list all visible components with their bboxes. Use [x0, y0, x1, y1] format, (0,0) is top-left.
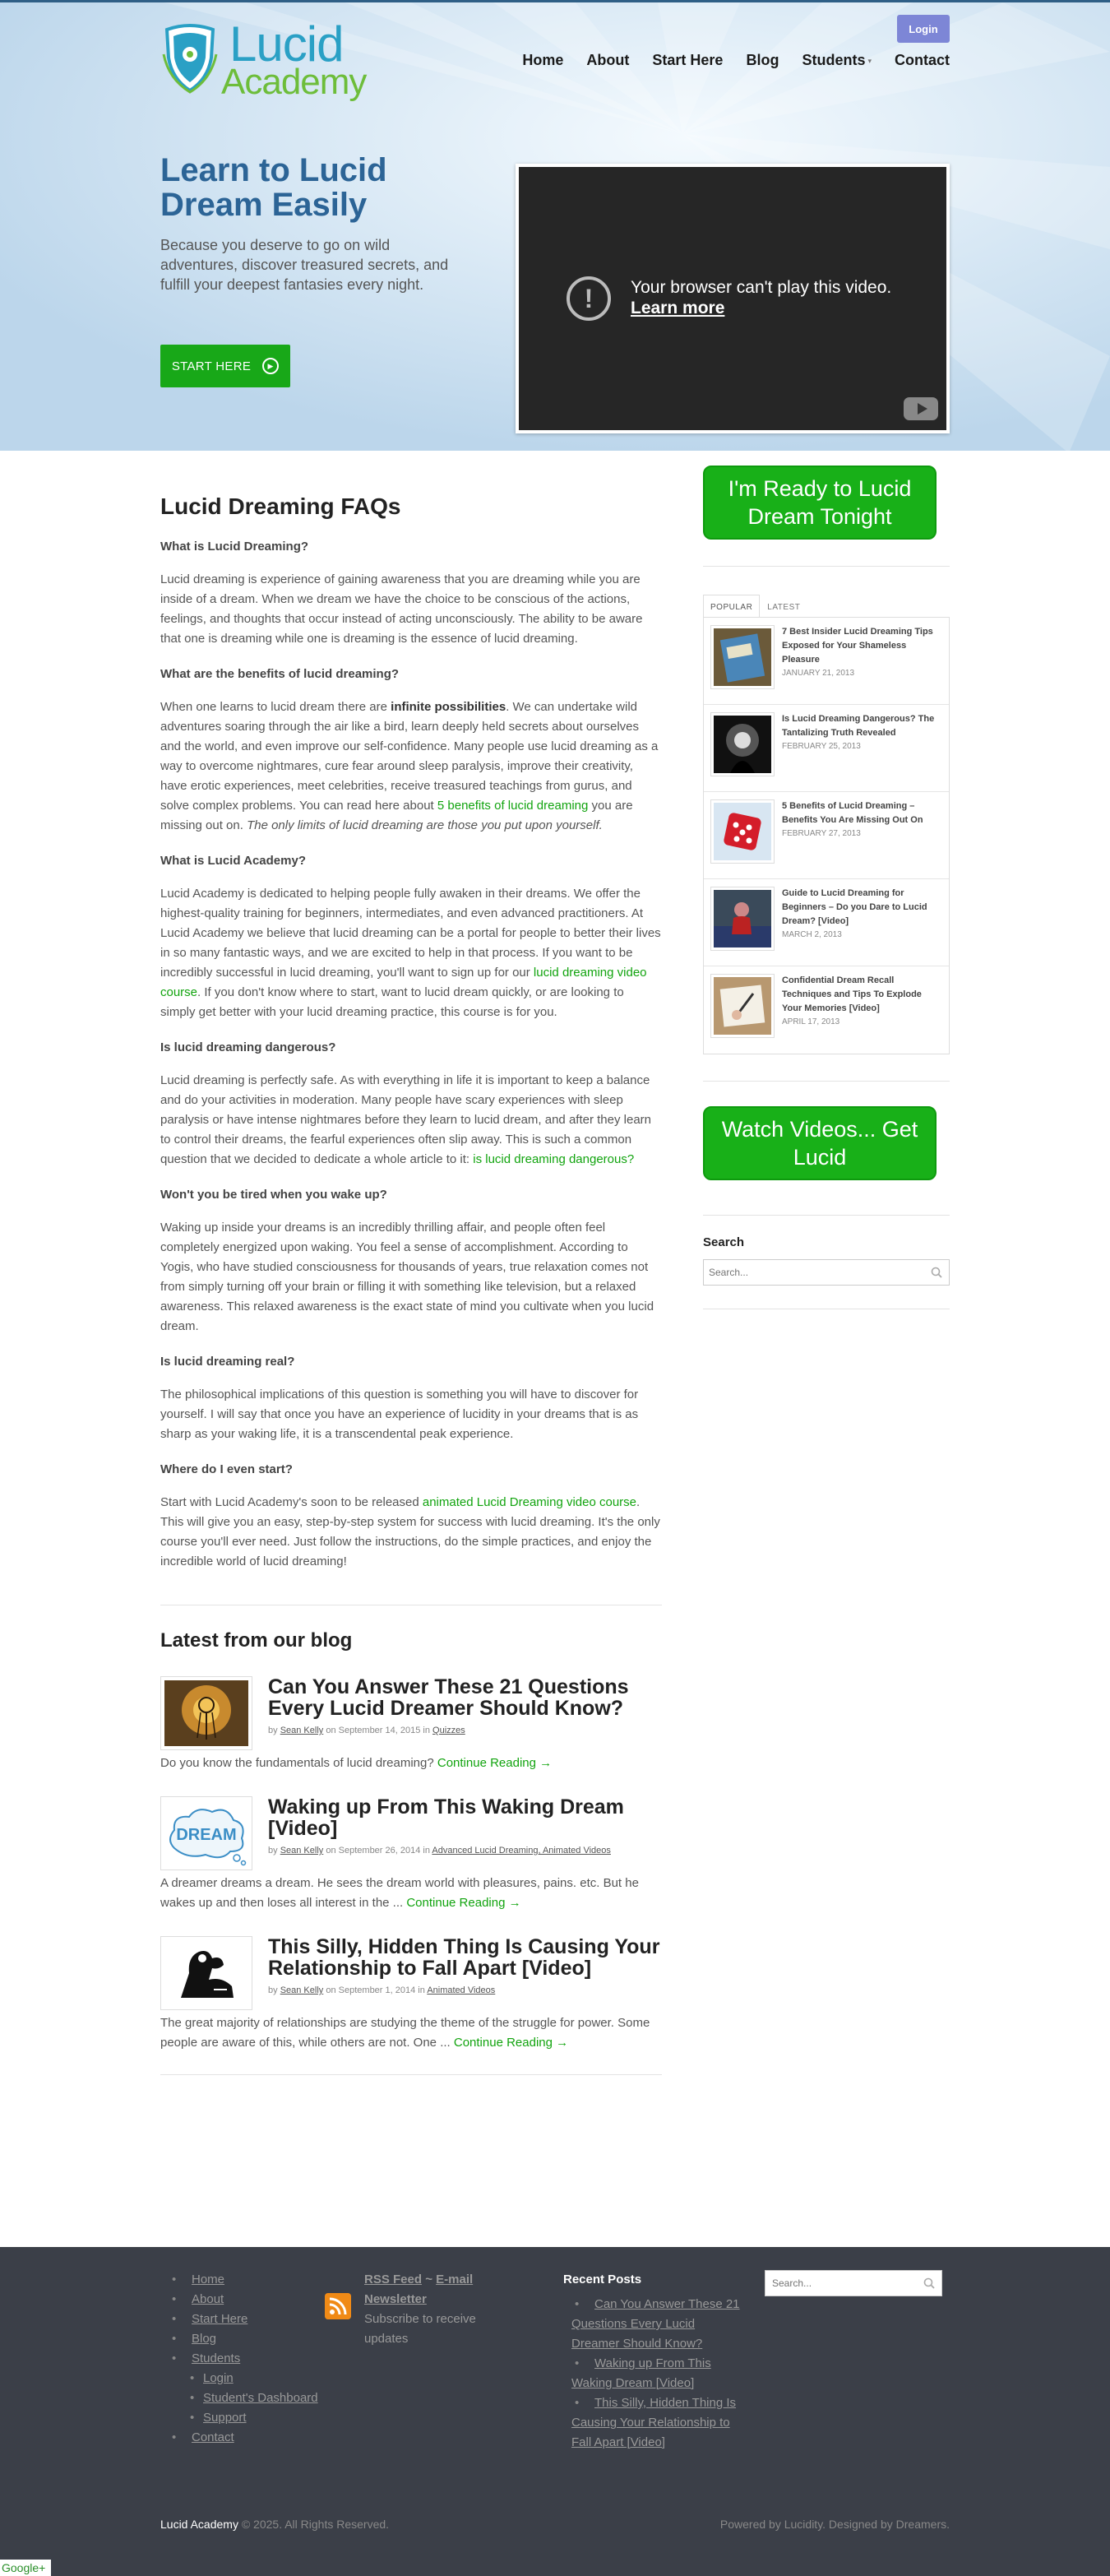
link-separator: ~ [422, 2273, 437, 2286]
footer-link-home[interactable]: Home [192, 2273, 225, 2286]
footer-menu-item [160, 2290, 318, 2310]
warning-icon: ! [567, 276, 611, 321]
post-excerpt [160, 1874, 662, 1913]
recent-posts-heading: Recent Posts [563, 2273, 642, 2286]
recent-post-link[interactable]: Can You Answer These 21 Questions Every Lucid Dreamer Should Know? [571, 2297, 740, 2351]
post-excerpt-text: A dreamer dreams a dream. He sees the dream world with pleasures, pains. etc. But he wakes up and then loses all interest in the ... [160, 1876, 639, 1910]
faq-answer-text: . We can undertake wild adventures soaring through the air like a bird, learn deeply held secrets about ourselves and the world, and even improve our self-confidence. Many people use lucid dreaming as a way to overcome nightmares, cure fear around sleep paralysis, improve their creativity, have erotic experiences, meet celebrities, receive treasured teachings from gurus, and solve complex problems. You can read here about [160, 700, 659, 813]
footer-menu-item [160, 2349, 318, 2369]
post-date: September 1, 2014 [338, 1985, 416, 1995]
play-circle-icon: ▶ [262, 358, 279, 374]
search-heading: Search [703, 1235, 745, 1249]
logo-text-academy: Academy [221, 62, 367, 102]
nav-students-label: Students [802, 52, 866, 68]
faq-answer-text: . If you don't know where to start, want to lucid dream quickly, or are looking to simply get better with your lucid dreaming practice, this course is for you. [160, 985, 624, 1019]
meta-in: in [418, 1985, 425, 1995]
post-thumbnail[interactable] [160, 1936, 252, 2010]
footer-menu-item [160, 2270, 318, 2290]
faq-question: What is Lucid Academy? [160, 854, 306, 868]
post-author-link[interactable]: Sean Kelly [280, 1985, 324, 1995]
footer-link-contact[interactable]: Contact [192, 2430, 234, 2444]
sidebar-search [703, 1259, 950, 1286]
footer-link-blog[interactable]: Blog [192, 2332, 217, 2346]
footer-inner [160, 2247, 950, 2576]
recent-post-item [563, 2354, 742, 2393]
meta-in: in [423, 1846, 430, 1856]
faq-answer: Waking up inside your dreams is an incredibly thrilling affair, and people often feel completely energized upon waking. You feel a sense of accomplishment. According to Yogis, who have studied consciousness for thousands of years, true relaxation comes not from simply turning off your brain or filling it with something like television, but a relaxed awareness. This relaxed awareness is the exact state of mind you cultivate when you lucid dream. [160, 1221, 654, 1333]
sleeping-woman-image [714, 890, 771, 947]
meta-on: on [326, 1846, 336, 1856]
post-title[interactable]: Can You Answer These 21 Questions Every Lucid Dreamer Should Know? [268, 1675, 629, 1720]
footer-menu-item [160, 2428, 318, 2448]
site-footer [0, 2247, 1110, 2576]
popular-post-title: 5 Benefits of Lucid Dreaming – Benefits You Are Missing Out On [782, 801, 923, 825]
divider [703, 1215, 950, 1216]
divider [703, 1081, 950, 1082]
dreamcatcher-image [164, 1680, 248, 1746]
hero-inner [160, 2, 950, 451]
popular-post-date: JANUARY 21, 2013 [782, 669, 855, 678]
blog-post [160, 1676, 662, 1773]
hero-section [0, 0, 1110, 451]
blog-post [160, 1796, 662, 1913]
popular-post-date: FEBRUARY 25, 2013 [782, 742, 861, 751]
faq-answer: Lucid dreaming is experience of gaining awareness that you are dreaming while you are inside of a dream. When we dream we have the choice to be conscious of the actions, feelings, and thoughts that occur instead of acting unconsciously. The ability to be aware that one is dreaming while one is dreaming is the essence of lucid dreaming. [160, 572, 643, 646]
popular-post-item[interactable] [704, 705, 949, 792]
logo-text-lucid: Lucid [229, 16, 344, 72]
footer-menu-subitem [160, 2388, 318, 2408]
post-category-link[interactable]: Advanced Lucid Dreaming, Animated Videos [432, 1846, 611, 1856]
login-button[interactable]: Login [897, 15, 950, 43]
post-title[interactable]: This Silly, Hidden Thing Is Causing Your Relationship to Fall Apart [Video] [268, 1935, 660, 1980]
popular-post-thumbnail [710, 887, 775, 951]
tab-popular[interactable]: POPULAR [703, 595, 760, 617]
watch-videos-button[interactable]: Watch Videos... Get Lucid [703, 1106, 937, 1180]
faq-answer-text: Lucid dreaming is perfectly safe. As with everything in life it is important to keep a balance and do your activities in moderation. Many people have scary experiences with sleep paralysis or have intense nightmares before they learn to lucid dream, and after they learn to control their dreams, the fearful experiences often slip away. This is such a common question that we decided to dedicate a whole article to it: [160, 1073, 651, 1166]
popular-post-item[interactable] [704, 618, 949, 705]
google-plus-link[interactable]: Google+ [0, 2560, 51, 2576]
footer-link-dashboard[interactable]: Student's Dashboard [203, 2391, 318, 2405]
subscribe-text: Subscribe to receive updates [364, 2312, 476, 2346]
meta-by: by [268, 1985, 278, 1995]
search-icon[interactable] [931, 1267, 942, 1278]
dream-cloud-image [164, 1800, 248, 1866]
video-player[interactable] [516, 164, 950, 433]
nav-students[interactable] [802, 52, 872, 69]
start-here-button[interactable] [160, 345, 290, 387]
popular-post-title: 7 Best Insider Lucid Dreaming Tips Exposed for Your Shameless Pleasure [782, 627, 933, 665]
popular-posts-list [703, 617, 950, 1054]
divider [703, 566, 950, 567]
copyright-brand: Lucid Academy [160, 2518, 238, 2531]
post-category-link[interactable]: Quizzes [432, 1726, 465, 1735]
popular-post-thumbnail [710, 799, 775, 864]
popular-post-thumbnail [710, 712, 775, 776]
chevron-down-icon: ▾ [867, 56, 872, 65]
meta-in: in [423, 1726, 430, 1735]
footer-link-about[interactable]: About [192, 2292, 224, 2306]
ready-to-lucid-dream-button[interactable]: I'm Ready to Lucid Dream Tonight [703, 466, 937, 540]
meta-on: on [326, 1985, 336, 1995]
faq-question: Won't you be tired when you wake up? [160, 1188, 387, 1202]
popular-post-thumbnail [710, 625, 775, 689]
red-dice-image [714, 803, 771, 860]
popular-post-item[interactable] [704, 966, 949, 1054]
faq-answer-italic: The only limits of lucid dreaming are those you put upon yourself. [247, 818, 603, 832]
hero-title: Learn to Lucid Dream Easily [160, 152, 387, 223]
popular-post-thumbnail [710, 974, 775, 1038]
post-title[interactable]: Waking up From This Waking Dream [Video] [268, 1795, 624, 1840]
footer-feed-links [364, 2270, 504, 2310]
dream-thumb-text: DREAM [176, 1826, 237, 1844]
post-date: September 26, 2014 [338, 1846, 421, 1856]
footer-recent-posts [563, 2270, 742, 2453]
footer-menu-item [160, 2329, 318, 2349]
recent-post-link[interactable]: This Silly, Hidden Thing Is Causing Your Relationship to Fall Apart [Video] [571, 2396, 737, 2449]
footer-search-input[interactable] [765, 2271, 941, 2296]
nav-contact[interactable]: Contact [895, 52, 950, 68]
email-newsletter-link[interactable]: E-mail Newsletter [364, 2273, 474, 2306]
main-content [160, 451, 662, 2075]
search-icon[interactable] [923, 2277, 935, 2289]
faq-answer: The philosophical implications of this question is something you will have to discover for yourself. I will say that once you have an experience of lucidity in your dreams that is as sharp as your waking life, it is a transcendental peak experience. [160, 1388, 639, 1441]
popular-post-item[interactable] [704, 792, 949, 879]
animated-course-link[interactable]: animated Lucid Dreaming video course [422, 1495, 637, 1509]
continue-reading-link[interactable]: Continue Reading → [437, 1756, 553, 1770]
recent-post-item [563, 2295, 742, 2354]
footer-search [765, 2270, 942, 2296]
dark-silhouette-image [714, 716, 771, 773]
popular-post-info [782, 625, 942, 697]
footer-link-start-here[interactable]: Start Here [192, 2312, 248, 2326]
blog-section-title: Latest from our blog [160, 1629, 353, 1652]
sidebar [703, 451, 950, 1309]
faq-question: Is lucid dreaming real? [160, 1355, 295, 1369]
start-here-label: START HERE [171, 359, 252, 373]
site-logo[interactable] [160, 16, 374, 105]
post-thumbnail[interactable] [160, 1796, 252, 1870]
post-category-link[interactable]: Animated Videos [427, 1985, 496, 1995]
continue-reading-link[interactable]: Continue Reading → [406, 1896, 521, 1910]
recent-post-item [563, 2393, 742, 2453]
popular-post-date: FEBRUARY 27, 2013 [782, 829, 861, 838]
strong-arm-image [164, 1940, 248, 2006]
copyright-text: © 2025. All Rights Reserved. [238, 2518, 390, 2531]
post-date: September 14, 2015 [338, 1726, 421, 1735]
footer-menu-subitem [160, 2408, 318, 2428]
post-excerpt [160, 1754, 662, 1773]
search-input[interactable] [704, 1260, 949, 1285]
footer-link-support[interactable]: Support [203, 2411, 247, 2425]
popular-post-title: Is Lucid Dreaming Dangerous? The Tantalizing Truth Revealed [782, 714, 935, 738]
rss-icon[interactable] [325, 2293, 351, 2319]
post-author-link[interactable]: Sean Kelly [280, 1846, 324, 1856]
popular-post-info [782, 712, 942, 784]
faq-question: Is lucid dreaming dangerous? [160, 1040, 336, 1054]
cereal-box-image [714, 628, 771, 686]
footer-menu-item [160, 2310, 318, 2329]
shield-crest-icon [160, 21, 220, 94]
faq-answer [160, 1071, 662, 1170]
post-tabs [703, 595, 950, 617]
faq-answer-text: Lucid Academy is dedicated to helping people fully awaken in their dreams. We offer the highest-quality training for beginners, intermediates, and even advanced practitioners. At Lucid Academy we believe that lucid dreaming can be a portal for people to better their lives in so many fantastic ways, and we are excited to help in that process. If you want to be incredibly successful in lucid dreaming, you'll want to sign up for our [160, 887, 661, 980]
footer-menu-subitem [160, 2369, 318, 2388]
faq-answer-text: . This will give you an easy, step-by-step system for success with lucid dreaming. It's the only course you'll ever need. Just follow the instructions, do the simple practices, and enjoy the incredible world of lucid dreaming! [160, 1495, 660, 1568]
popular-post-title: Guide to Lucid Dreaming for Beginners – Do you Dare to Lucid Dream? [Video] [782, 888, 927, 926]
rss-feed-link[interactable]: RSS Feed [364, 2273, 423, 2286]
blog-post [160, 1936, 662, 2053]
footer-link-login[interactable]: Login [203, 2371, 234, 2385]
faq-question: Where do I even start? [160, 1462, 293, 1476]
continue-reading-link[interactable]: Continue Reading → [453, 2036, 569, 2050]
post-excerpt-text: Do you know the fundamentals of lucid dreaming? [160, 1756, 437, 1770]
footer-subscribe [364, 2270, 504, 2349]
faq-question: What is Lucid Dreaming? [160, 540, 309, 554]
main-nav [522, 52, 950, 69]
youtube-icon[interactable] [904, 397, 938, 420]
meta-by: by [268, 1846, 278, 1856]
post-thumbnail[interactable] [160, 1676, 252, 1750]
dangerous-article-link[interactable]: is lucid dreaming dangerous? [473, 1152, 635, 1166]
faq-answer-text: Start with Lucid Academy's soon to be released [160, 1495, 423, 1509]
faq-answer-text: When one learns to lucid dream there are [160, 700, 391, 714]
faq-title: Lucid Dreaming FAQs [160, 493, 401, 519]
nav-blog[interactable]: Blog [746, 52, 779, 68]
popular-post-date: APRIL 17, 2013 [782, 1017, 840, 1026]
meta-on: on [326, 1726, 336, 1735]
main-area [160, 451, 950, 2247]
writing-hand-image [714, 977, 771, 1035]
post-excerpt-text: The great majority of relationships are studying the theme of the struggle for power. Some people are aware of this, while others are not. One ... [160, 2016, 650, 2050]
tab-latest[interactable]: LATEST [760, 595, 807, 617]
hero-description: Because you deserve to go on wild adventures, discover treasured secrets, and fulfill your deepest fantasies every night. [160, 237, 449, 293]
meta-by: by [268, 1726, 278, 1735]
nav-home[interactable]: Home [522, 52, 564, 68]
video-error-message [631, 277, 891, 318]
faq-answer [160, 884, 662, 1022]
nav-start-here[interactable]: Start Here [652, 52, 724, 68]
copyright [160, 2518, 389, 2531]
popular-post-info [782, 974, 942, 1046]
footer-menu [160, 2270, 318, 2448]
recent-post-link[interactable]: Waking up From This Waking Dream [Video] [571, 2356, 711, 2390]
popular-post-title: Confidential Dream Recall Techniques and Tips To Explode Your Memories [Video] [782, 975, 922, 1013]
popular-post-info [782, 887, 942, 958]
faq-answer [160, 697, 662, 836]
video-error-text: Your browser can't play this video. [631, 278, 892, 297]
nav-about[interactable]: About [586, 52, 630, 68]
divider [160, 2074, 662, 2075]
powered-by: Powered by Lucidity. Designed by Dreamers. [719, 2518, 950, 2531]
faq-answer [160, 1493, 662, 1572]
video-course-link[interactable]: lucid dreaming video course [160, 966, 647, 999]
benefits-link[interactable]: 5 benefits of lucid dreaming [437, 799, 589, 813]
footer-link-students[interactable]: Students [192, 2351, 241, 2365]
popular-post-date: MARCH 2, 2013 [782, 930, 842, 939]
post-author-link[interactable]: Sean Kelly [280, 1726, 324, 1735]
post-excerpt [160, 2013, 662, 2053]
faq-answer-bold: infinite possibilities [391, 700, 506, 714]
video-learn-more-link[interactable]: Learn more [631, 299, 725, 317]
video-screen [519, 167, 946, 430]
popular-post-info [782, 799, 942, 871]
faq-question: What are the benefits of lucid dreaming? [160, 667, 400, 681]
popular-post-item[interactable] [704, 879, 949, 966]
faq-answer-text: you are missing out on. [160, 799, 633, 832]
